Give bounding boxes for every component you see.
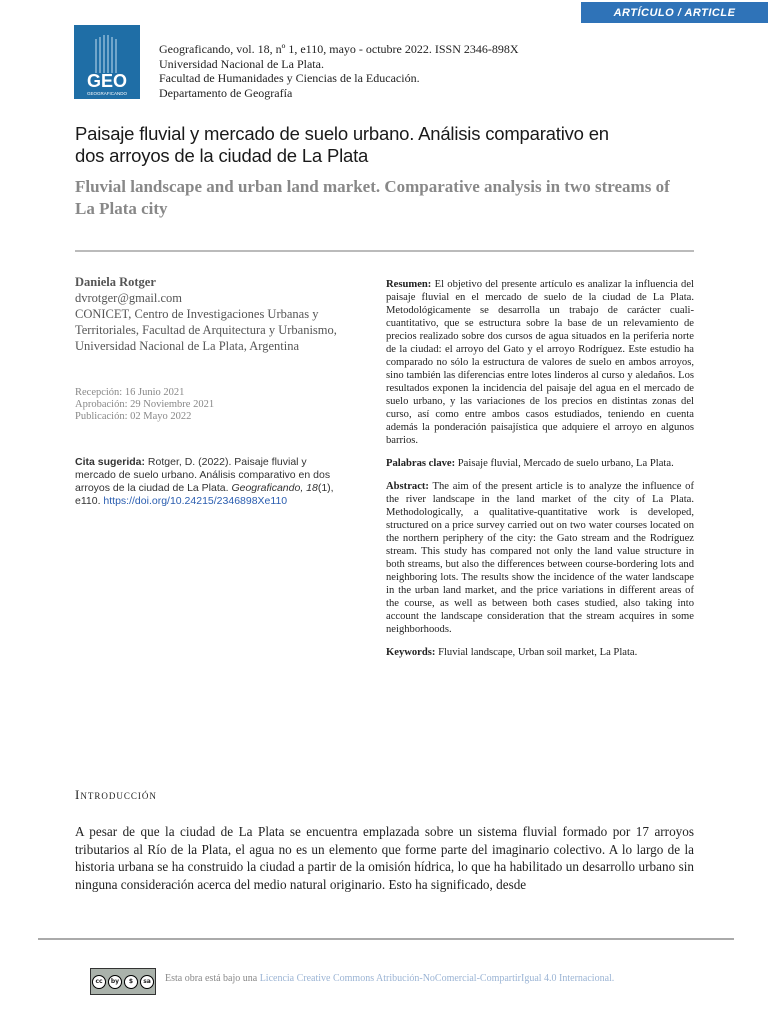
suggested-citation: Cita sugerida: Rotger, D. (2022). Paisaje fluvial y mercado de suelo urbano. Análisis comparativo en dos arroyos de la ciudad de La Plata. Geograficando, 18(1), e110. https://doi.org/10.24215/2346898Xe110 <box>75 456 334 507</box>
cite-label: Cita sugerida: <box>75 456 146 468</box>
license-link[interactable]: Licencia Creative Commons Atribución-NoComercial-CompartirIgual 4.0 Internacional. <box>259 973 615 984</box>
keywords-paragraph: Keywords: Fluvial landscape, Urban soil market, La Plata. <box>386 647 638 658</box>
sa-icon: sa <box>140 975 154 989</box>
journal-university: Universidad Nacional de La Plata. <box>159 56 324 71</box>
journal-logo <box>74 25 140 99</box>
nc-icon: $ <box>124 975 138 989</box>
author-block <box>75 274 365 354</box>
abstract-paragraph: Abstract: The aim of the present article is to analyze the influence of the river landscape in the land market of the city of La Plata. Methodologically, a qualitative-quantitative work is developed, structured on a price survey carried out on two water courses located on the northern periphery of the city: the Gato stream and the Rodríguez stream. This study has compared not only the land value structure in both streams, but also the differences between course-bordering lots and neighboring lots. The results show the incidence of the water landscape in the urban land market, and the price variations in different areas of the course, as well as between both cases studied, also taking into account the landscape consideration that the stream acquires in some neighborhoods. <box>386 481 694 635</box>
journal-faculty: Facultad de Humanidades y Ciencias de la Educación. <box>159 71 420 85</box>
author-affiliation-3: Universidad Nacional de La Plata, Argentina <box>75 339 300 353</box>
author-affiliation-1: CONICET, Centro de Investigaciones Urbanas y <box>75 307 319 321</box>
author-email[interactable]: dvrotger@gmail.com <box>75 291 182 305</box>
resumen-paragraph: Resumen: El objetivo del presente artículo es analizar la influencia del paisaje fluvial en el mercado de suelo de la ciudad de La Plata. Metodológicamente se desarrolla un trabajo de carácter cuali-cuantitativo, que se estructura sobre la base de un relevamiento de precios realizado sobre dos cursos de agua situados en la periferia norte de la ciudad: el arroyo del Gato y el arroyo Rodríguez. Este estudio ha comparado no sólo la estructura de valores de suelo en ambos arroyos, sino también las diferencias entre lotes linderos al curso y aledaños. Los resultados exponen la incidencia del paisaje del agua en el mercado de suelo urbano, y las variaciones de los precios en distintas zonas del curso, así como entre ambos casos estudiados, teniendo en cuenta además la ponderación paisajística que adquiere el arroyo en algunos barrios. <box>386 279 694 446</box>
logo-subtext: GEOGRAFICANDO <box>86 91 128 96</box>
license-text: Esta obra está bajo una Licencia Creative Commons Atribución-NoComercial-CompartirIgual 4.0 Internacional. <box>165 973 615 984</box>
divider <box>75 250 694 252</box>
author-name: Daniela Rotger <box>75 275 156 289</box>
author-affiliation-2: Territoriales, Facultad de Arquitectura y Urbanismo, <box>75 323 337 337</box>
cc-license-badge[interactable] <box>90 968 156 995</box>
journal-department: Departamento de Geografía <box>159 85 293 100</box>
abstract-column <box>386 278 694 669</box>
by-icon: by <box>108 975 122 989</box>
received-date: Recepción: 16 Junio 2021 <box>75 387 185 398</box>
footer-divider <box>38 938 734 940</box>
doi-link[interactable]: https://doi.org/10.24215/2346898Xe110 <box>103 495 288 507</box>
article-title-spanish: Paisaje fluvial y mercado de suelo urbano. Análisis comparativo en dos arroyos de la ciudad de La Plata <box>75 123 609 166</box>
section-heading-introduction: Introducción <box>75 787 157 802</box>
cc-icon: cc <box>92 975 106 989</box>
approved-date: Aprobación: 29 Noviembre 2021 <box>75 399 215 410</box>
logo-text: GEO <box>86 71 128 91</box>
published-date: Publicación: 02 Mayo 2022 <box>75 411 192 422</box>
palabras-clave-paragraph: Palabras clave: Paisaje fluvial, Mercado de suelo urbano, La Plata. <box>386 458 674 469</box>
dates-block <box>75 387 214 423</box>
journal-info <box>159 42 519 100</box>
journal-citation-line: Geograficando, vol. 18, nº 1, e110, mayo - octubre 2022. ISSN 2346-898X <box>159 42 519 56</box>
article-type-tag: ARTÍCULO / ARTICLE <box>581 2 768 23</box>
introduction-paragraph: A pesar de que la ciudad de La Plata se encuentra emplazada sobre un sistema fluvial formado por 17 arroyos tributarios al Río de la Plata, el agua no es un elemento que forme parte del imaginario colectivo. A lo largo de la historia urbana se ha construido la ciudad a partir de la omisión hídrica, lo que ha habilitado un desarrollo urbano sin ninguna consideración acerca del medio natural originario. Esto ha significado, desde <box>75 824 694 892</box>
article-title-english: Fluvial landscape and urban land market. Comparative analysis in two streams of La Plata city <box>75 177 670 218</box>
